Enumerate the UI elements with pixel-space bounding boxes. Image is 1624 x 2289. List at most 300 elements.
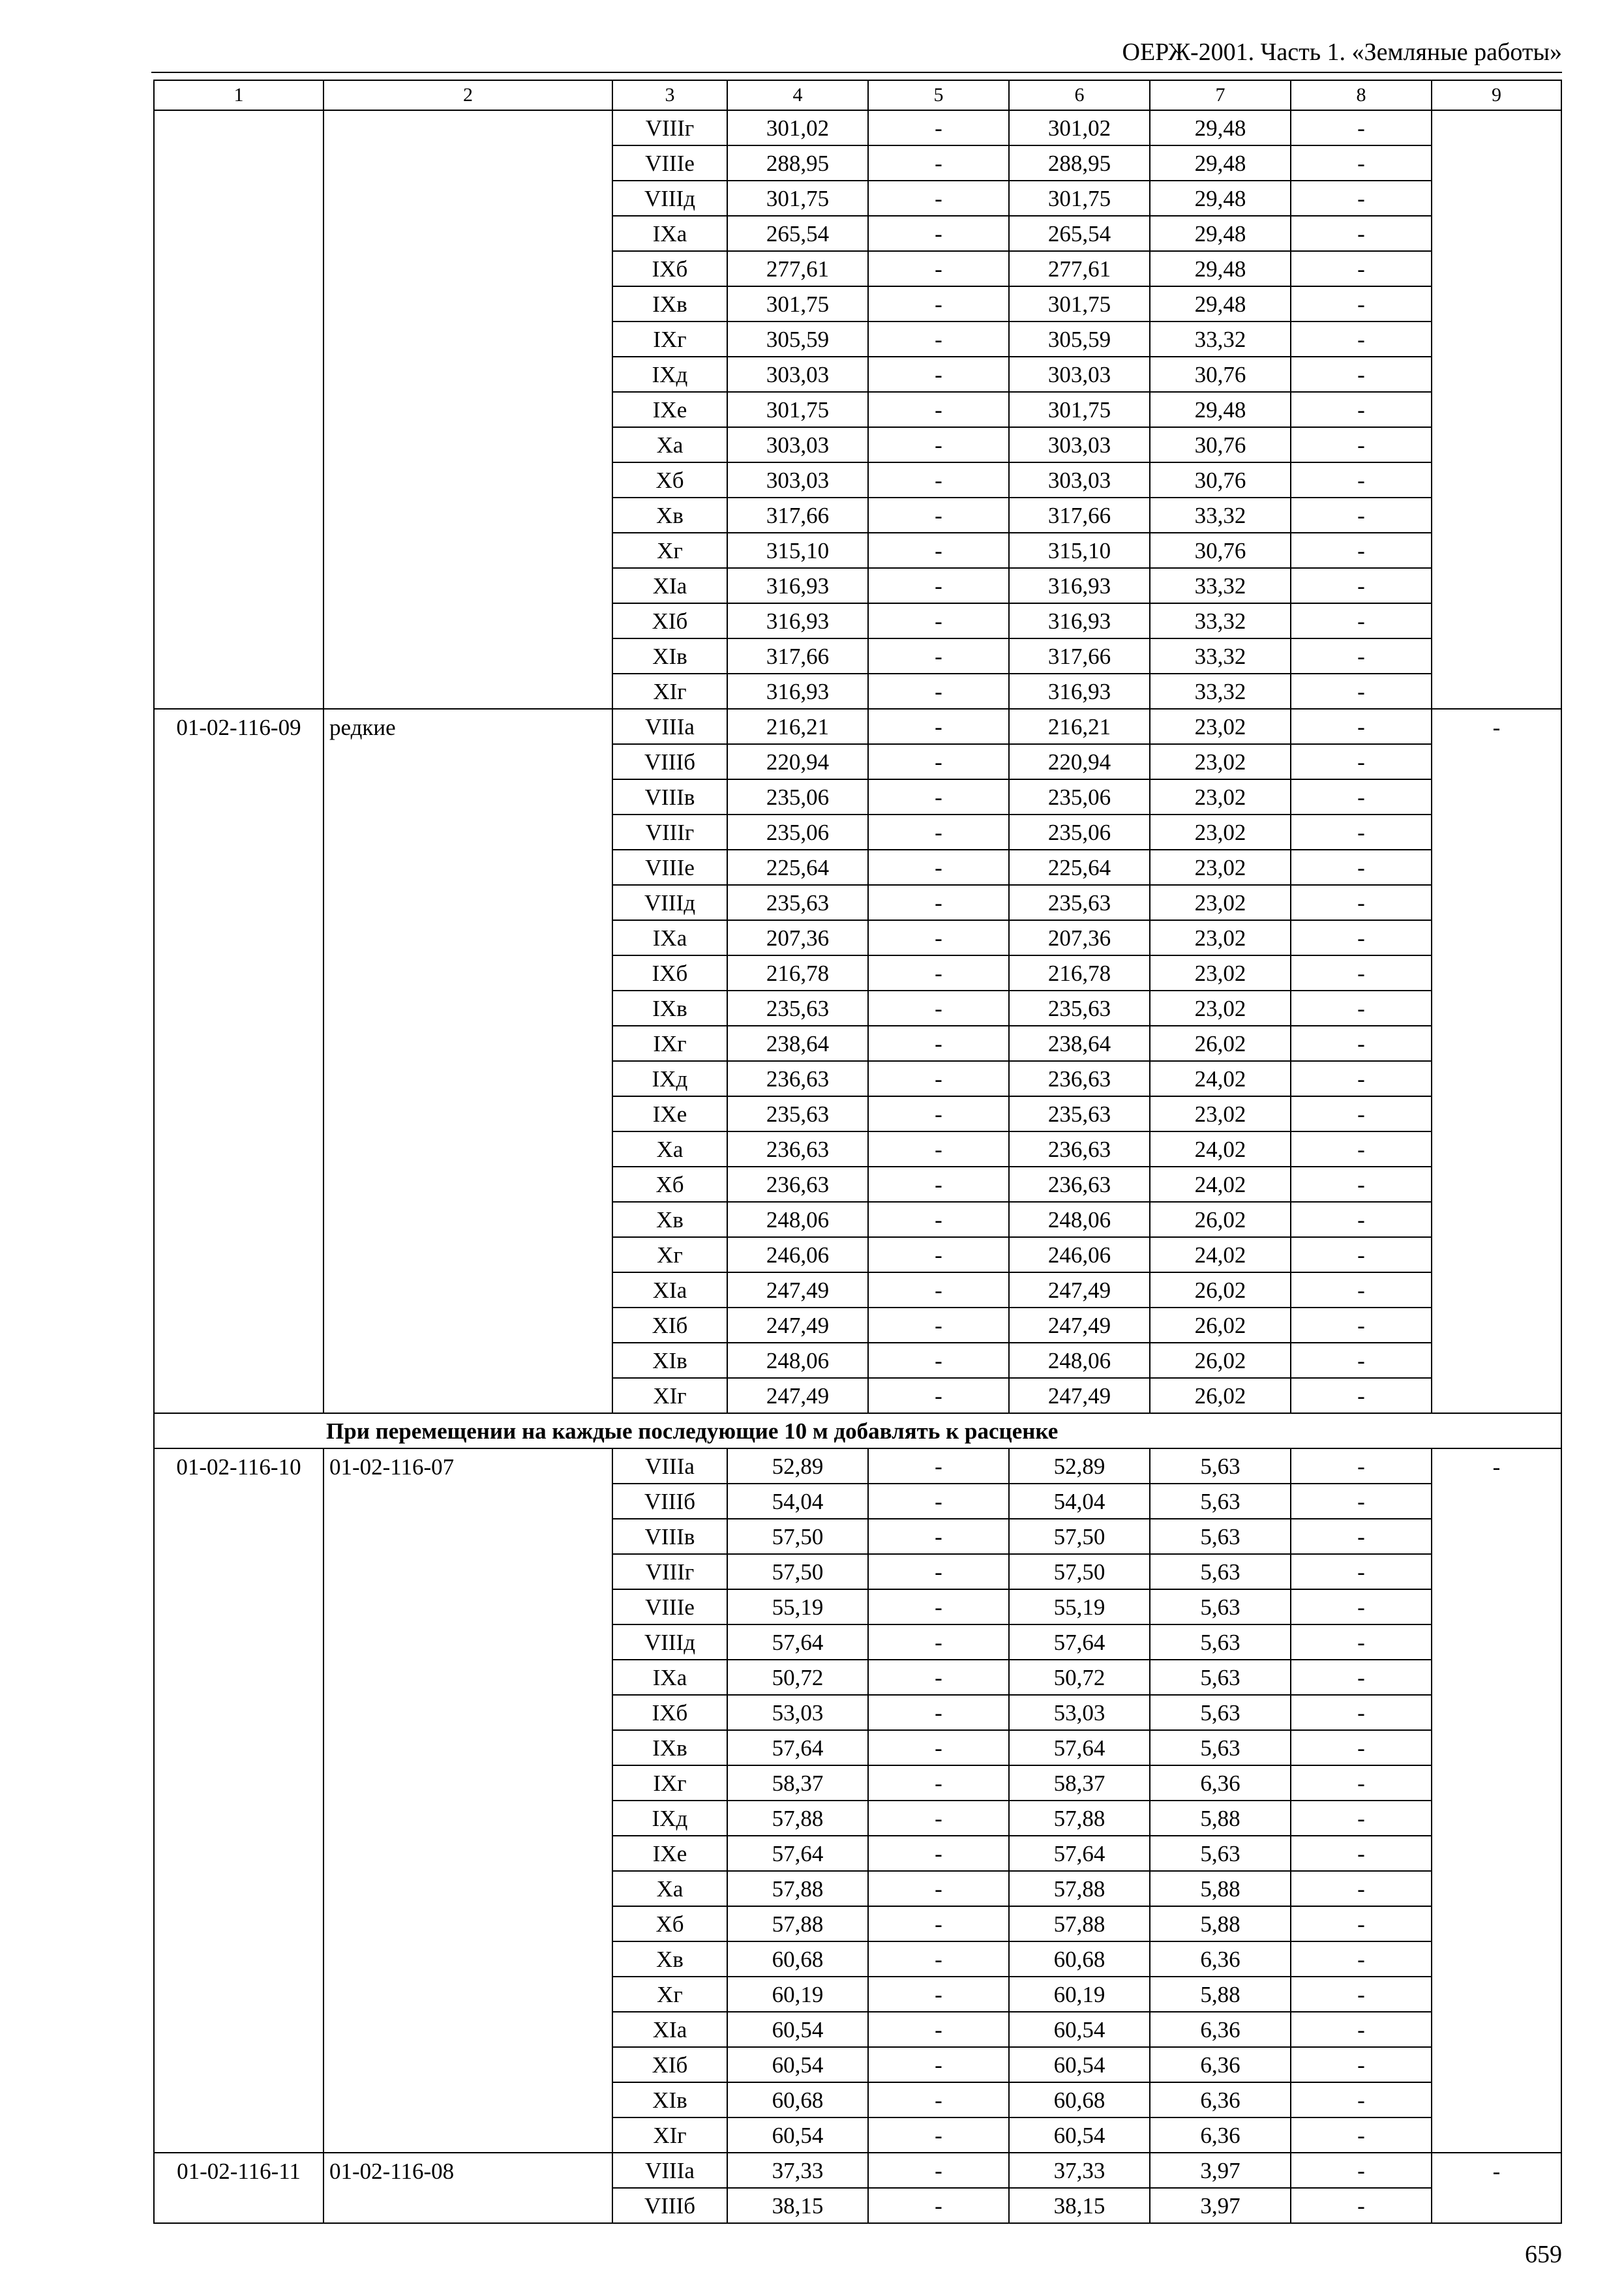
cell-rock-group: Xб <box>612 1906 727 1941</box>
cell-col6-value: 57,64 <box>1009 1836 1150 1871</box>
cell-col7-value: 6,36 <box>1150 1941 1291 1977</box>
cell-col5-value: - <box>868 1272 1009 1308</box>
cell-col4-value: 220,94 <box>727 744 868 779</box>
cell-rock-group: IXв <box>612 1730 727 1765</box>
cell-col8-value: - <box>1291 1624 1432 1660</box>
table-row <box>154 2153 1561 2188</box>
cell-col8-value: - <box>1291 1554 1432 1589</box>
cell-col6-value: 60,68 <box>1009 1941 1150 1977</box>
rate-code-cell: 01-02-116-09 <box>154 709 323 1413</box>
cell-col5-value: - <box>868 744 1009 779</box>
cell-col5-value: - <box>868 1096 1009 1131</box>
col9-cell: - <box>1432 2153 1561 2223</box>
cell-col7-value: 5,63 <box>1150 1624 1291 1660</box>
table-row <box>154 110 1561 145</box>
section-note: При перемещении на каждые последующие 10 м добавлять к расценке <box>154 1413 1561 1448</box>
cell-col5-value: - <box>868 1202 1009 1237</box>
cell-col7-value: 23,02 <box>1150 1096 1291 1131</box>
cell-col7-value: 26,02 <box>1150 1202 1291 1237</box>
cell-col6-value: 38,15 <box>1009 2188 1150 2223</box>
cell-col7-value: 23,02 <box>1150 779 1291 815</box>
cell-col5-value: - <box>868 991 1009 1026</box>
cell-col7-value: 26,02 <box>1150 1026 1291 1061</box>
cell-col8-value: - <box>1291 1448 1432 1484</box>
cell-col5-value: - <box>868 1026 1009 1061</box>
col9-cell: - <box>1432 1448 1561 2153</box>
cell-col5-value: - <box>868 2012 1009 2047</box>
cell-col4-value: 216,78 <box>727 955 868 991</box>
cell-col7-value: 29,48 <box>1150 216 1291 251</box>
cell-rock-group: XIв <box>612 638 727 674</box>
cell-col6-value: 55,19 <box>1009 1589 1150 1624</box>
cell-col6-value: 235,63 <box>1009 885 1150 920</box>
cell-col4-value: 235,06 <box>727 815 868 850</box>
cell-rock-group: VIIIв <box>612 779 727 815</box>
cell-col6-value: 216,21 <box>1009 709 1150 744</box>
cell-col4-value: 235,63 <box>727 991 868 1026</box>
cell-col6-value: 301,75 <box>1009 392 1150 427</box>
cell-col4-value: 60,19 <box>727 1977 868 2012</box>
cell-col7-value: 6,36 <box>1150 2047 1291 2082</box>
cell-col4-value: 235,63 <box>727 1096 868 1131</box>
cell-col7-value: 23,02 <box>1150 955 1291 991</box>
column-header: 1 <box>154 80 323 110</box>
cell-col5-value: - <box>868 815 1009 850</box>
cell-col5-value: - <box>868 674 1009 709</box>
cell-col8-value: - <box>1291 427 1432 462</box>
cell-col5-value: - <box>868 1871 1009 1906</box>
cell-rock-group: Xа <box>612 1131 727 1167</box>
cell-col4-value: 57,88 <box>727 1801 868 1836</box>
cell-rock-group: IXд <box>612 357 727 392</box>
cell-col5-value: - <box>868 1554 1009 1589</box>
cell-col5-value: - <box>868 2153 1009 2188</box>
cell-rock-group: IXа <box>612 216 727 251</box>
cell-rock-group: VIIIд <box>612 1624 727 1660</box>
cell-col6-value: 236,63 <box>1009 1131 1150 1167</box>
cell-col6-value: 316,93 <box>1009 674 1150 709</box>
column-header: 4 <box>727 80 868 110</box>
cell-rock-group: XIа <box>612 1272 727 1308</box>
cell-col5-value: - <box>868 322 1009 357</box>
cell-col5-value: - <box>868 145 1009 181</box>
cell-col8-value: - <box>1291 2188 1432 2223</box>
cell-col4-value: 247,49 <box>727 1378 868 1413</box>
cell-col4-value: 301,02 <box>727 110 868 145</box>
cell-col5-value: - <box>868 498 1009 533</box>
cell-col5-value: - <box>868 533 1009 568</box>
cell-col7-value: 29,48 <box>1150 251 1291 286</box>
cell-col6-value: 58,37 <box>1009 1765 1150 1801</box>
cell-rock-group: IXб <box>612 251 727 286</box>
cell-col7-value: 30,76 <box>1150 462 1291 498</box>
cell-rock-group: IXе <box>612 392 727 427</box>
cell-col7-value: 6,36 <box>1150 2117 1291 2153</box>
rate-code-cell <box>154 110 323 709</box>
cell-col7-value: 5,63 <box>1150 1660 1291 1695</box>
column-header: 3 <box>612 80 727 110</box>
column-header: 5 <box>868 80 1009 110</box>
rate-name-cell <box>323 110 612 709</box>
cell-col6-value: 305,59 <box>1009 322 1150 357</box>
cell-col4-value: 248,06 <box>727 1343 868 1378</box>
cell-col4-value: 52,89 <box>727 1448 868 1484</box>
rate-name-cell: 01-02-116-07 <box>323 1448 612 2153</box>
col9-cell <box>1432 110 1561 709</box>
cell-col8-value: - <box>1291 1695 1432 1730</box>
cell-rock-group: IXд <box>612 1061 727 1096</box>
cell-col6-value: 303,03 <box>1009 462 1150 498</box>
cell-col4-value: 235,63 <box>727 885 868 920</box>
cell-col4-value: 57,64 <box>727 1836 868 1871</box>
cell-col7-value: 5,63 <box>1150 1730 1291 1765</box>
cell-rock-group: XIв <box>612 1343 727 1378</box>
cell-rock-group: IXб <box>612 955 727 991</box>
cell-col5-value: - <box>868 1730 1009 1765</box>
col9-cell: - <box>1432 709 1561 1413</box>
cell-col7-value: 30,76 <box>1150 427 1291 462</box>
cell-col8-value: - <box>1291 2047 1432 2082</box>
cell-rock-group: XIб <box>612 1308 727 1343</box>
cell-col7-value: 23,02 <box>1150 709 1291 744</box>
cell-rock-group: VIIIг <box>612 110 727 145</box>
cell-col7-value: 26,02 <box>1150 1343 1291 1378</box>
cell-col5-value: - <box>868 1624 1009 1660</box>
cell-col4-value: 277,61 <box>727 251 868 286</box>
cell-col5-value: - <box>868 1977 1009 2012</box>
cell-col4-value: 303,03 <box>727 427 868 462</box>
cell-col6-value: 277,61 <box>1009 251 1150 286</box>
cell-rock-group: VIIIа <box>612 709 727 744</box>
cell-col4-value: 303,03 <box>727 357 868 392</box>
section-note-row <box>154 1413 1561 1448</box>
cell-col6-value: 60,68 <box>1009 2082 1150 2117</box>
cell-col6-value: 57,88 <box>1009 1801 1150 1836</box>
cell-col8-value: - <box>1291 322 1432 357</box>
cell-rock-group: VIIIа <box>612 2153 727 2188</box>
cell-rock-group: VIIIв <box>612 1519 727 1554</box>
cell-rock-group: VIIIе <box>612 145 727 181</box>
cell-col4-value: 37,33 <box>727 2153 868 2188</box>
cell-col8-value: - <box>1291 216 1432 251</box>
column-header: 8 <box>1291 80 1432 110</box>
cell-col5-value: - <box>868 709 1009 744</box>
cell-col4-value: 315,10 <box>727 533 868 568</box>
price-table <box>153 80 1562 2224</box>
cell-col5-value: - <box>868 1448 1009 1484</box>
cell-col5-value: - <box>868 955 1009 991</box>
cell-col7-value: 5,63 <box>1150 1695 1291 1730</box>
cell-col7-value: 5,63 <box>1150 1589 1291 1624</box>
cell-col6-value: 303,03 <box>1009 357 1150 392</box>
cell-col5-value: - <box>868 1131 1009 1167</box>
cell-col7-value: 29,48 <box>1150 392 1291 427</box>
cell-col4-value: 265,54 <box>727 216 868 251</box>
cell-col8-value: - <box>1291 603 1432 638</box>
cell-rock-group: IXв <box>612 286 727 322</box>
cell-col7-value: 3,97 <box>1150 2153 1291 2188</box>
cell-col8-value: - <box>1291 1026 1432 1061</box>
cell-col5-value: - <box>868 2188 1009 2223</box>
cell-rock-group: VIIIб <box>612 744 727 779</box>
cell-col7-value: 24,02 <box>1150 1131 1291 1167</box>
cell-col8-value: - <box>1291 2012 1432 2047</box>
page-number: 659 <box>1525 2241 1562 2268</box>
cell-col4-value: 305,59 <box>727 322 868 357</box>
cell-col5-value: - <box>868 357 1009 392</box>
cell-rock-group: Xв <box>612 498 727 533</box>
cell-col5-value: - <box>868 1167 1009 1202</box>
cell-col8-value: - <box>1291 815 1432 850</box>
cell-col6-value: 236,63 <box>1009 1167 1150 1202</box>
cell-col4-value: 247,49 <box>727 1308 868 1343</box>
cell-col8-value: - <box>1291 1202 1432 1237</box>
cell-col6-value: 247,49 <box>1009 1378 1150 1413</box>
cell-rock-group: IXг <box>612 1765 727 1801</box>
cell-col8-value: - <box>1291 1906 1432 1941</box>
cell-col7-value: 33,32 <box>1150 322 1291 357</box>
cell-col7-value: 33,32 <box>1150 498 1291 533</box>
cell-rock-group: Xг <box>612 1977 727 2012</box>
cell-col7-value: 5,63 <box>1150 1836 1291 1871</box>
cell-col7-value: 5,88 <box>1150 1871 1291 1906</box>
cell-col8-value: - <box>1291 709 1432 744</box>
cell-col7-value: 5,63 <box>1150 1519 1291 1554</box>
cell-col5-value: - <box>868 850 1009 885</box>
cell-rock-group: VIIIб <box>612 2188 727 2223</box>
cell-col8-value: - <box>1291 2153 1432 2188</box>
cell-rock-group: XIг <box>612 1378 727 1413</box>
cell-col4-value: 38,15 <box>727 2188 868 2223</box>
cell-rock-group: XIг <box>612 674 727 709</box>
page-header-title: ОЕРЖ-2001. Часть 1. «Земляные работы» <box>1122 38 1562 66</box>
cell-col6-value: 301,75 <box>1009 181 1150 216</box>
cell-col6-value: 235,63 <box>1009 1096 1150 1131</box>
cell-col8-value: - <box>1291 1061 1432 1096</box>
cell-col7-value: 5,88 <box>1150 1801 1291 1836</box>
cell-col7-value: 29,48 <box>1150 286 1291 322</box>
cell-rock-group: VIIIе <box>612 1589 727 1624</box>
cell-col4-value: 55,19 <box>727 1589 868 1624</box>
cell-rock-group: Xг <box>612 1237 727 1272</box>
column-header: 2 <box>323 80 612 110</box>
cell-col7-value: 6,36 <box>1150 2082 1291 2117</box>
cell-col6-value: 60,54 <box>1009 2012 1150 2047</box>
cell-col6-value: 247,49 <box>1009 1272 1150 1308</box>
cell-col8-value: - <box>1291 1272 1432 1308</box>
cell-col8-value: - <box>1291 1131 1432 1167</box>
cell-col5-value: - <box>868 110 1009 145</box>
cell-rock-group: VIIIа <box>612 1448 727 1484</box>
cell-col4-value: 303,03 <box>727 462 868 498</box>
cell-col5-value: - <box>868 251 1009 286</box>
cell-col7-value: 5,63 <box>1150 1484 1291 1519</box>
cell-col7-value: 6,36 <box>1150 1765 1291 1801</box>
cell-col7-value: 23,02 <box>1150 920 1291 955</box>
cell-col8-value: - <box>1291 357 1432 392</box>
cell-col8-value: - <box>1291 462 1432 498</box>
cell-col8-value: - <box>1291 1660 1432 1695</box>
cell-col4-value: 246,06 <box>727 1237 868 1272</box>
cell-col5-value: - <box>868 1378 1009 1413</box>
cell-col8-value: - <box>1291 1730 1432 1765</box>
cell-col8-value: - <box>1291 955 1432 991</box>
cell-col8-value: - <box>1291 1237 1432 1272</box>
cell-col4-value: 248,06 <box>727 1202 868 1237</box>
cell-col8-value: - <box>1291 638 1432 674</box>
cell-col6-value: 235,06 <box>1009 779 1150 815</box>
cell-rock-group: IXб <box>612 1695 727 1730</box>
cell-col7-value: 30,76 <box>1150 533 1291 568</box>
cell-col7-value: 23,02 <box>1150 885 1291 920</box>
cell-rock-group: VIIIд <box>612 181 727 216</box>
cell-col8-value: - <box>1291 181 1432 216</box>
cell-col5-value: - <box>868 1801 1009 1836</box>
cell-col8-value: - <box>1291 779 1432 815</box>
cell-col5-value: - <box>868 1906 1009 1941</box>
cell-col7-value: 26,02 <box>1150 1378 1291 1413</box>
cell-col6-value: 207,36 <box>1009 920 1150 955</box>
cell-col4-value: 316,93 <box>727 568 868 603</box>
cell-col5-value: - <box>868 216 1009 251</box>
cell-rock-group: Xа <box>612 1871 727 1906</box>
cell-col8-value: - <box>1291 991 1432 1026</box>
cell-rock-group: XIа <box>612 2012 727 2047</box>
cell-rock-group: VIIIд <box>612 885 727 920</box>
cell-col5-value: - <box>868 1343 1009 1378</box>
cell-col6-value: 315,10 <box>1009 533 1150 568</box>
cell-col7-value: 23,02 <box>1150 991 1291 1026</box>
column-header: 7 <box>1150 80 1291 110</box>
cell-col6-value: 248,06 <box>1009 1202 1150 1237</box>
cell-col6-value: 37,33 <box>1009 2153 1150 2188</box>
cell-col5-value: - <box>868 2082 1009 2117</box>
cell-col5-value: - <box>868 427 1009 462</box>
cell-col6-value: 288,95 <box>1009 145 1150 181</box>
cell-col4-value: 216,21 <box>727 709 868 744</box>
cell-col4-value: 317,66 <box>727 638 868 674</box>
cell-col6-value: 317,66 <box>1009 638 1150 674</box>
cell-col4-value: 57,64 <box>727 1624 868 1660</box>
cell-col6-value: 236,63 <box>1009 1061 1150 1096</box>
cell-col8-value: - <box>1291 1801 1432 1836</box>
cell-col5-value: - <box>868 1660 1009 1695</box>
cell-col8-value: - <box>1291 1836 1432 1871</box>
cell-col8-value: - <box>1291 850 1432 885</box>
cell-col8-value: - <box>1291 674 1432 709</box>
cell-col6-value: 60,54 <box>1009 2117 1150 2153</box>
cell-col4-value: 57,50 <box>727 1519 868 1554</box>
cell-col5-value: - <box>868 1308 1009 1343</box>
cell-col6-value: 248,06 <box>1009 1343 1150 1378</box>
cell-rock-group: Xв <box>612 1941 727 1977</box>
cell-col5-value: - <box>868 1519 1009 1554</box>
cell-col8-value: - <box>1291 1871 1432 1906</box>
cell-col4-value: 225,64 <box>727 850 868 885</box>
cell-col4-value: 53,03 <box>727 1695 868 1730</box>
cell-col6-value: 57,50 <box>1009 1554 1150 1589</box>
cell-col8-value: - <box>1291 145 1432 181</box>
cell-col6-value: 316,93 <box>1009 568 1150 603</box>
cell-col8-value: - <box>1291 1519 1432 1554</box>
cell-col4-value: 301,75 <box>727 181 868 216</box>
cell-rock-group: Xб <box>612 1167 727 1202</box>
cell-col6-value: 247,49 <box>1009 1308 1150 1343</box>
cell-col6-value: 57,88 <box>1009 1871 1150 1906</box>
cell-col4-value: 235,06 <box>727 779 868 815</box>
table-row <box>154 1448 1561 1484</box>
cell-col8-value: - <box>1291 286 1432 322</box>
cell-col4-value: 236,63 <box>727 1061 868 1096</box>
cell-col7-value: 5,63 <box>1150 1448 1291 1484</box>
cell-col6-value: 50,72 <box>1009 1660 1150 1695</box>
cell-col4-value: 50,72 <box>727 1660 868 1695</box>
cell-col7-value: 33,32 <box>1150 568 1291 603</box>
cell-col4-value: 236,63 <box>727 1131 868 1167</box>
cell-col5-value: - <box>868 1765 1009 1801</box>
cell-col5-value: - <box>868 1836 1009 1871</box>
cell-col8-value: - <box>1291 498 1432 533</box>
rate-code-cell: 01-02-116-10 <box>154 1448 323 2153</box>
cell-col8-value: - <box>1291 885 1432 920</box>
cell-rock-group: Xа <box>612 427 727 462</box>
cell-col4-value: 60,68 <box>727 1941 868 1977</box>
cell-col5-value: - <box>868 181 1009 216</box>
cell-rock-group: XIб <box>612 2047 727 2082</box>
cell-rock-group: IXе <box>612 1836 727 1871</box>
cell-col5-value: - <box>868 779 1009 815</box>
header-rule <box>151 72 1562 73</box>
cell-col7-value: 33,32 <box>1150 638 1291 674</box>
cell-col7-value: 23,02 <box>1150 850 1291 885</box>
cell-col6-value: 246,06 <box>1009 1237 1150 1272</box>
cell-col8-value: - <box>1291 251 1432 286</box>
cell-col8-value: - <box>1291 533 1432 568</box>
cell-col5-value: - <box>868 603 1009 638</box>
cell-col8-value: - <box>1291 1589 1432 1624</box>
cell-col6-value: 225,64 <box>1009 850 1150 885</box>
cell-col4-value: 57,88 <box>727 1871 868 1906</box>
cell-rock-group: IXв <box>612 991 727 1026</box>
cell-rock-group: IXд <box>612 1801 727 1836</box>
cell-col7-value: 24,02 <box>1150 1237 1291 1272</box>
cell-col7-value: 3,97 <box>1150 2188 1291 2223</box>
cell-rock-group: IXг <box>612 322 727 357</box>
cell-col7-value: 33,32 <box>1150 674 1291 709</box>
cell-rock-group: XIг <box>612 2117 727 2153</box>
cell-rock-group: XIа <box>612 568 727 603</box>
table-body <box>154 80 1561 2223</box>
cell-col7-value: 24,02 <box>1150 1061 1291 1096</box>
cell-col7-value: 24,02 <box>1150 1167 1291 1202</box>
column-number-row <box>154 80 1561 110</box>
cell-col6-value: 238,64 <box>1009 1026 1150 1061</box>
cell-col8-value: - <box>1291 1484 1432 1519</box>
cell-rock-group: Xг <box>612 533 727 568</box>
cell-col4-value: 57,88 <box>727 1906 868 1941</box>
cell-col6-value: 57,64 <box>1009 1730 1150 1765</box>
cell-col5-value: - <box>868 1061 1009 1096</box>
cell-col6-value: 60,19 <box>1009 1977 1150 2012</box>
cell-col8-value: - <box>1291 568 1432 603</box>
cell-col4-value: 317,66 <box>727 498 868 533</box>
cell-col8-value: - <box>1291 2082 1432 2117</box>
cell-col7-value: 5,88 <box>1150 1906 1291 1941</box>
cell-col8-value: - <box>1291 920 1432 955</box>
cell-col6-value: 52,89 <box>1009 1448 1150 1484</box>
cell-col8-value: - <box>1291 1343 1432 1378</box>
cell-col8-value: - <box>1291 1378 1432 1413</box>
